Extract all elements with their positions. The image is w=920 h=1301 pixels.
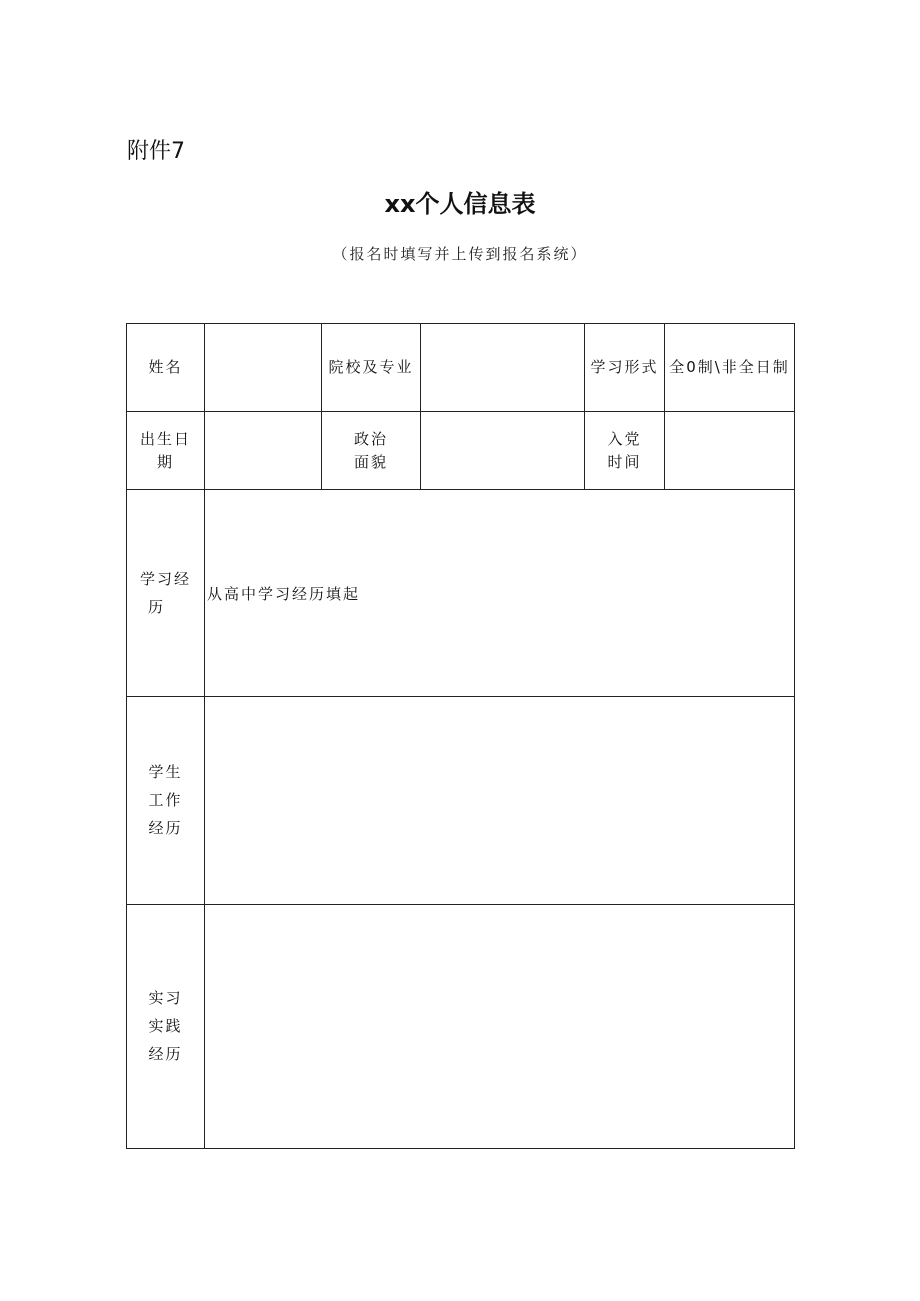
work-label-line3: 经历 [148, 819, 183, 837]
info-form-table [126, 323, 795, 1149]
political-label-line2: 面貌 [353, 452, 388, 471]
name-label: 姓名 [127, 324, 205, 412]
party-label-line2: 时间 [607, 452, 642, 471]
birth-field[interactable] [205, 412, 322, 490]
study-exp-label [127, 490, 205, 697]
party-label-line1: 入党 [607, 429, 642, 448]
page-title: xx个人信息表 [384, 190, 536, 218]
political-field[interactable] [421, 412, 585, 490]
work-label-line1: 学生 [148, 763, 183, 781]
party-label [585, 412, 665, 490]
birth-label [127, 412, 205, 490]
birth-label-line1: 出生日 [139, 429, 191, 448]
practice-label [127, 905, 205, 1149]
school-field[interactable] [421, 324, 585, 412]
birth-label-line2: 期 [156, 452, 174, 471]
party-field[interactable] [665, 412, 795, 490]
page-subtitle: （报名时填写并上传到报名系统） [332, 245, 588, 263]
practice-label-line3: 经历 [148, 1045, 183, 1063]
practice-field[interactable] [205, 905, 795, 1149]
work-field[interactable] [205, 697, 795, 905]
form-row-birth [127, 412, 795, 490]
study-exp-label-line2: 历 [148, 597, 166, 616]
study-exp-label-line1: 学习经 [139, 569, 191, 588]
political-label-line1: 政治 [353, 429, 388, 448]
name-field[interactable] [205, 324, 322, 412]
study-form-value[interactable]: 全0制\非全日制 [665, 324, 795, 412]
study-form-label: 学习形式 [585, 324, 665, 412]
form-row-name [127, 324, 795, 412]
form-row-practice [127, 905, 795, 1149]
work-label [127, 697, 205, 905]
form-row-study [127, 490, 795, 697]
study-exp-field[interactable] [205, 490, 795, 697]
form-row-work [127, 697, 795, 905]
study-exp-hint: 从高中学习经历填起 [207, 584, 361, 603]
practice-label-line1: 实习 [148, 989, 183, 1007]
practice-label-line2: 实践 [148, 1017, 183, 1035]
political-label [322, 412, 421, 490]
work-label-line2: 工作 [148, 791, 183, 809]
school-label: 院校及专业 [322, 324, 421, 412]
attachment-number: 附件7 [127, 139, 185, 164]
